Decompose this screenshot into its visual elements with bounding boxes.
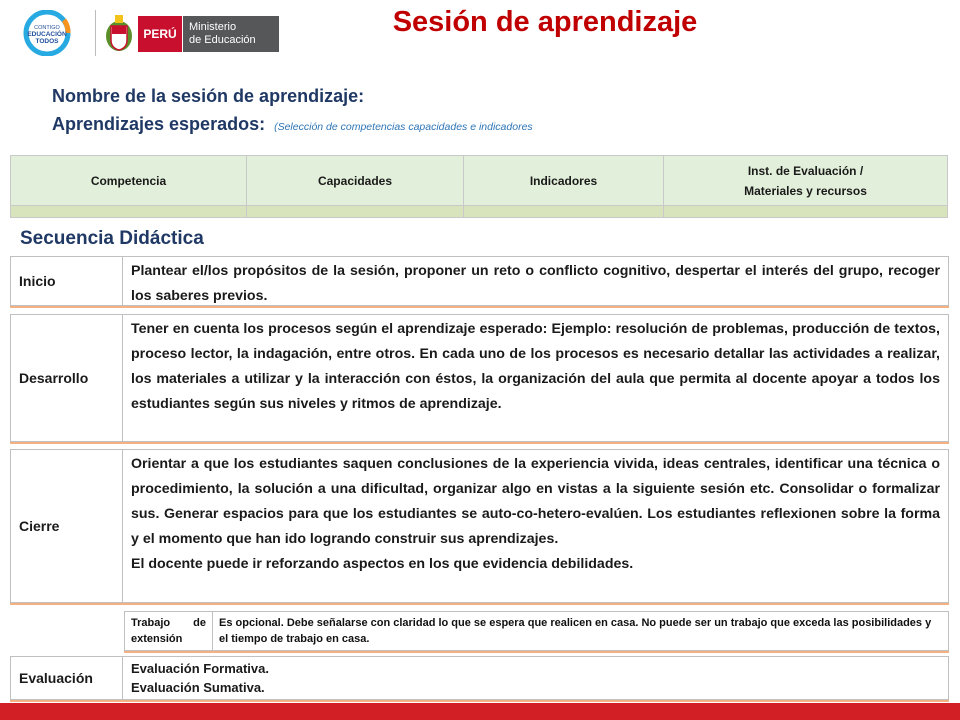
extension-work-block [124, 611, 949, 651]
campaign-logo [16, 10, 78, 56]
expected-learning-title: Aprendizajes esperados: [52, 114, 266, 134]
col-header-inst-line2: Materiales y recursos [744, 183, 867, 198]
table-header-row [11, 156, 948, 206]
desarrollo-label: Desarrollo [11, 315, 123, 441]
inicio-block [10, 256, 949, 306]
table-row [11, 206, 948, 218]
evaluacion-text [123, 657, 948, 699]
competencies-table [10, 155, 948, 218]
table-cell[interactable] [464, 206, 664, 218]
evaluacion-line-2: Evaluación Sumativa. [131, 680, 265, 695]
col-header-capacidades: Capacidades [247, 156, 464, 206]
extension-work-text: Es opcional. Debe señalarse con claridad lo que se espera que realicen en casa. No puede ser un trabajo que exceda las posibilidades y el tiempo de trabajo en casa. [219, 617, 932, 645]
ministerio-line-1: Ministerio [189, 21, 237, 33]
col-header-inst-line1: Inst. de Evaluación / [747, 163, 864, 178]
cierre-text [123, 450, 948, 602]
desarrollo-text: Tener en cuenta los procesos según el aprendizaje esperado: Ejemplo: resolución de problemas, producción de textos, proceso lector, la indagación, entre otros. En cada uno de los procesos es necesario detallar las actividades a realizar, los materiales a utilizar y la interacción con éstos, la organización del aula que permita al docente apoyar a todos los estudiantes según sus niveles y ritmos de aprendizaje. [131, 321, 940, 412]
ministerio-brand-label [183, 16, 279, 52]
logo-divider [95, 10, 96, 56]
col-header-competencia: Competencia [11, 156, 247, 206]
expected-learning-note: (Selección de competencias capacidades e indicadores [274, 121, 533, 133]
cierre-block [10, 449, 949, 603]
table-cell[interactable] [664, 206, 948, 218]
extension-work-label: Trabajo de extensión [125, 612, 213, 650]
ministerio-line-2: de Educación [189, 34, 256, 46]
desarrollo-block [10, 314, 949, 442]
peru-coat-of-arms-icon [104, 12, 134, 54]
evaluacion-line-1: Evaluación Formativa. [131, 661, 269, 676]
page-title: Sesión de aprendizaje [392, 6, 698, 38]
cierre-label: Cierre [11, 450, 123, 602]
cierre-paragraph-2: El docente puede ir reforzando aspectos en los que evidencia debilidades. [131, 556, 634, 572]
cierre-paragraph-1: Orientar a que los estudiantes saquen conclusiones de la experiencia vivida, ideas centrales, identificar una técnica o procedimiento, la solución a una dificultad, organizar algo en vistas a la siguiente sesión etc. Consolidar o formalizar sus. Generar espacios para que los estudiantes se auto-co-hetero-evalúen. Los estudiantes reflexionen sobre la forma y el momento que han ido logrando construir sus aprendizajes. [131, 456, 940, 547]
evaluacion-label: Evaluación [11, 657, 123, 699]
inicio-label: Inicio [11, 257, 123, 305]
expected-learning-label [52, 114, 533, 135]
session-name-label: Nombre de la sesión de aprendizaje: [52, 86, 365, 106]
col-header-indicadores: Indicadores [464, 156, 664, 206]
peru-brand-label: PERÚ [138, 16, 182, 52]
table-cell[interactable] [247, 206, 464, 218]
didactic-sequence-title: Secuencia Didáctica [20, 228, 204, 249]
evaluacion-block [10, 656, 949, 700]
svg-text:EDUCACIÓN: EDUCACIÓN [27, 31, 67, 38]
col-header-inst-evaluacion [664, 156, 948, 206]
inicio-text: Plantear el/los propósitos de la sesión, proponer un reto o conflicto cognitivo, despertar el interés del grupo, recoger los saberes previos. [131, 263, 940, 304]
table-cell[interactable] [11, 206, 247, 218]
footer-bar [0, 703, 960, 720]
svg-text:TODOS: TODOS [35, 38, 59, 45]
svg-text:CONTIGO: CONTIGO [34, 25, 60, 31]
